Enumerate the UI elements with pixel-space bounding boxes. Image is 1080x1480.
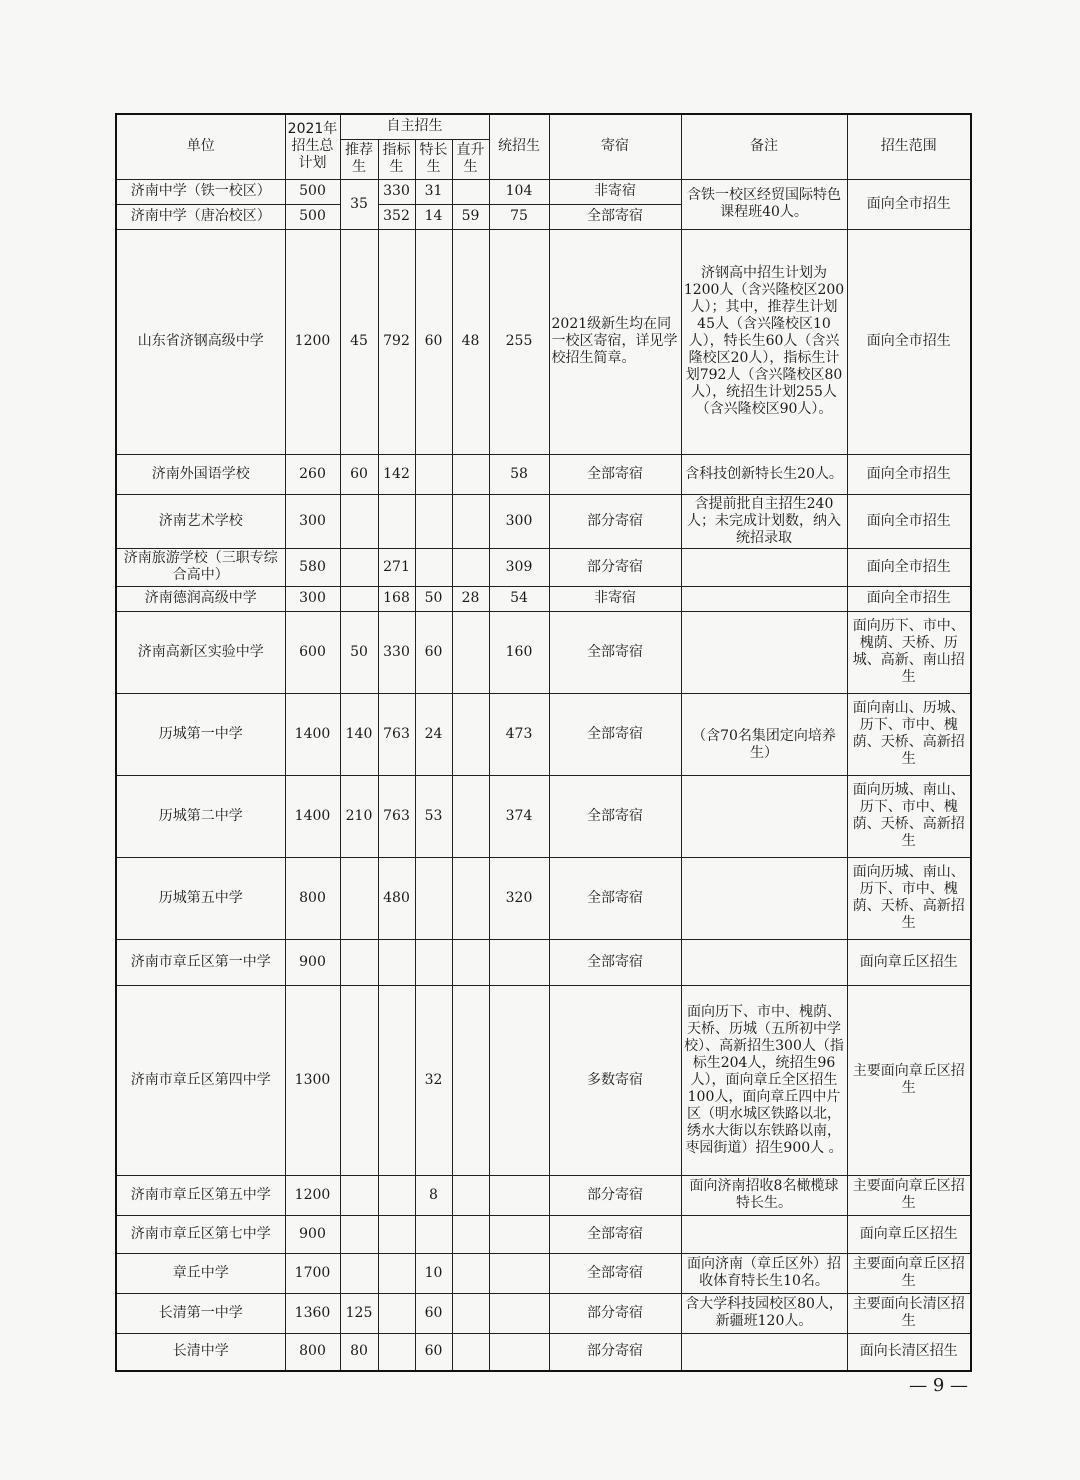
table-row <box>116 693 971 775</box>
cell-quota: 330 <box>378 179 415 204</box>
header-unified: 统招生 <box>489 114 549 179</box>
cell-boarding: 部分寄宿 <box>549 1175 681 1215</box>
cell-quota <box>378 1293 415 1333</box>
cell-quota: 330 <box>378 611 415 693</box>
cell-quota <box>378 939 415 985</box>
cell-total: 580 <box>285 548 340 586</box>
cell-unified: 104 <box>489 179 549 204</box>
cell-unit: 济南旅游学校（三职专综合高中） <box>116 548 285 586</box>
cell-unified: 255 <box>489 229 549 454</box>
cell-recommend: 50 <box>340 611 378 693</box>
cell-direct <box>452 1333 489 1371</box>
cell-quota <box>378 1215 415 1253</box>
cell-boarding: 全部寄宿 <box>549 693 681 775</box>
table-row <box>116 1215 971 1253</box>
cell-unit: 山东省济钢高级中学 <box>116 229 285 454</box>
cell-unified: 58 <box>489 454 549 494</box>
cell-total: 600 <box>285 611 340 693</box>
cell-remarks: 面向济南招收8名橄榄球特长生。 <box>681 1175 847 1215</box>
cell-direct <box>452 1253 489 1293</box>
cell-unit: 济南市章丘区第七中学 <box>116 1215 285 1253</box>
cell-special: 24 <box>415 693 452 775</box>
page-number: — 9 — <box>909 1375 968 1396</box>
cell-unit: 长清中学 <box>116 1333 285 1371</box>
cell-total: 1300 <box>285 985 340 1175</box>
cell-scope: 面向全市招生 <box>847 494 971 548</box>
cell-recommend: 140 <box>340 693 378 775</box>
table-row <box>116 1293 971 1333</box>
cell-recommend <box>340 985 378 1175</box>
cell-special: 53 <box>415 775 452 857</box>
cell-recommend <box>340 939 378 985</box>
cell-scope: 主要面向章丘区招生 <box>847 1175 971 1215</box>
cell-remarks <box>681 1215 847 1253</box>
cell-quota: 142 <box>378 454 415 494</box>
cell-total: 1400 <box>285 775 340 857</box>
cell-recommend <box>340 1253 378 1293</box>
cell-unit: 济南市章丘区第五中学 <box>116 1175 285 1215</box>
cell-special: 10 <box>415 1253 452 1293</box>
cell-direct: 59 <box>452 204 489 229</box>
table-row <box>116 1253 971 1293</box>
cell-boarding: 部分寄宿 <box>549 1293 681 1333</box>
cell-recommend <box>340 494 378 548</box>
cell-direct <box>452 939 489 985</box>
cell-scope: 面向历下、市中、槐荫、天桥、历城、高新、南山招生 <box>847 611 971 693</box>
cell-recommend <box>340 548 378 586</box>
cell-quota: 352 <box>378 204 415 229</box>
cell-direct: 48 <box>452 229 489 454</box>
cell-total: 300 <box>285 586 340 611</box>
header-scope: 招生范围 <box>847 114 971 179</box>
cell-direct: 28 <box>452 586 489 611</box>
cell-total: 260 <box>285 454 340 494</box>
cell-total: 900 <box>285 1215 340 1253</box>
cell-scope: 面向章丘区招生 <box>847 1215 971 1253</box>
cell-scope: 主要面向长清区招生 <box>847 1293 971 1333</box>
cell-unit: 济南高新区实验中学 <box>116 611 285 693</box>
cell-unit: 济南中学（铁一校区） <box>116 179 285 204</box>
cell-unified <box>489 1253 549 1293</box>
cell-quota: 480 <box>378 857 415 939</box>
cell-quota: 763 <box>378 693 415 775</box>
cell-remarks <box>681 939 847 985</box>
cell-unified: 320 <box>489 857 549 939</box>
cell-unified <box>489 1333 549 1371</box>
cell-recommend <box>340 1215 378 1253</box>
cell-direct <box>452 179 489 204</box>
cell-boarding: 非寄宿 <box>549 586 681 611</box>
cell-recommend <box>340 586 378 611</box>
cell-remarks: 含提前批自主招生240人；未完成计划数，纳入统招录取 <box>681 494 847 548</box>
cell-remarks <box>681 548 847 586</box>
cell-remarks <box>681 586 847 611</box>
cell-special: 60 <box>415 1293 452 1333</box>
cell-unified: 473 <box>489 693 549 775</box>
cell-special: 50 <box>415 586 452 611</box>
cell-unified: 54 <box>489 586 549 611</box>
cell-boarding: 全部寄宿 <box>549 939 681 985</box>
table-row <box>116 229 971 454</box>
cell-scope: 主要面向章丘区招生 <box>847 985 971 1175</box>
cell-total: 300 <box>285 494 340 548</box>
cell-special <box>415 548 452 586</box>
table-row <box>116 611 971 693</box>
cell-unified <box>489 1293 549 1333</box>
cell-total: 1700 <box>285 1253 340 1293</box>
cell-unified: 160 <box>489 611 549 693</box>
cell-unified <box>489 939 549 985</box>
cell-boarding: 多数寄宿 <box>549 985 681 1175</box>
cell-unit: 济南德润高级中学 <box>116 586 285 611</box>
table-row <box>116 586 971 611</box>
cell-boarding: 部分寄宿 <box>549 494 681 548</box>
cell-special <box>415 939 452 985</box>
cell-unit: 历城第一中学 <box>116 693 285 775</box>
cell-direct <box>452 775 489 857</box>
cell-scope: 面向历城、南山、历下、市中、槐荫、天桥、高新招生 <box>847 857 971 939</box>
enrollment-table <box>115 113 972 1372</box>
cell-recommend: 35 <box>340 179 378 229</box>
cell-unit: 长清第一中学 <box>116 1293 285 1333</box>
cell-recommend <box>340 857 378 939</box>
cell-remarks: 含铁一校区经贸国际特色课程班40人。 <box>681 179 847 229</box>
cell-boarding: 全部寄宿 <box>549 775 681 857</box>
cell-boarding: 全部寄宿 <box>549 857 681 939</box>
cell-special <box>415 494 452 548</box>
cell-scope: 面向南山、历城、历下、市中、槐荫、天桥、高新招生 <box>847 693 971 775</box>
cell-boarding: 全部寄宿 <box>549 454 681 494</box>
cell-scope: 面向章丘区招生 <box>847 939 971 985</box>
cell-boarding: 全部寄宿 <box>549 1253 681 1293</box>
cell-quota <box>378 1253 415 1293</box>
cell-remarks <box>681 857 847 939</box>
cell-recommend <box>340 1175 378 1215</box>
cell-unified: 374 <box>489 775 549 857</box>
cell-boarding: 非寄宿 <box>549 179 681 204</box>
cell-unit: 历城第二中学 <box>116 775 285 857</box>
cell-unit: 济南中学（唐冶校区） <box>116 204 285 229</box>
cell-total: 1360 <box>285 1293 340 1333</box>
table-row <box>116 179 971 204</box>
cell-special: 32 <box>415 985 452 1175</box>
cell-remarks: 含科技创新特长生20人。 <box>681 454 847 494</box>
cell-boarding: 全部寄宿 <box>549 1215 681 1253</box>
cell-quota: 792 <box>378 229 415 454</box>
cell-scope: 面向全市招生 <box>847 586 971 611</box>
cell-boarding: 2021级新生均在同一校区寄宿，详见学校招生简章。 <box>549 229 681 454</box>
cell-remarks: 含大学科技园校区80人，新疆班120人。 <box>681 1293 847 1333</box>
cell-unit: 济南市章丘区第一中学 <box>116 939 285 985</box>
header-recommend: 推荐生 <box>340 139 378 179</box>
cell-scope: 面向历城、南山、历下、市中、槐荫、天桥、高新招生 <box>847 775 971 857</box>
cell-special <box>415 454 452 494</box>
header-remarks: 备注 <box>681 114 847 179</box>
cell-remarks: 面向济南（章丘区外）招收体育特长生10名。 <box>681 1253 847 1293</box>
table-row <box>116 985 971 1175</box>
cell-remarks: 济钢高中招生计划为1200人（含兴隆校区200人）；其中，推荐生计划45人（含兴隆校区10人），特长生60人（含兴隆校区20人），指标生计划792人（含兴隆校区80人），统招生计划255人（含兴隆校区90人）。 <box>681 229 847 454</box>
cell-direct <box>452 1175 489 1215</box>
cell-scope: 面向全市招生 <box>847 454 971 494</box>
cell-boarding: 部分寄宿 <box>549 548 681 586</box>
cell-remarks: （含70名集团定向培养生） <box>681 693 847 775</box>
cell-total: 1200 <box>285 1175 340 1215</box>
cell-special <box>415 857 452 939</box>
cell-recommend: 210 <box>340 775 378 857</box>
cell-remarks <box>681 611 847 693</box>
table-row <box>116 857 971 939</box>
cell-scope: 面向全市招生 <box>847 229 971 454</box>
cell-scope: 面向全市招生 <box>847 548 971 586</box>
cell-direct <box>452 1293 489 1333</box>
cell-direct <box>452 693 489 775</box>
cell-scope: 面向全市招生 <box>847 179 971 229</box>
cell-unified <box>489 1175 549 1215</box>
cell-direct <box>452 548 489 586</box>
cell-quota: 271 <box>378 548 415 586</box>
cell-recommend: 80 <box>340 1333 378 1371</box>
cell-direct <box>452 985 489 1175</box>
cell-total: 1400 <box>285 693 340 775</box>
header-total-plan: 2021年招生总计划 <box>285 114 340 179</box>
header-boarding: 寄宿 <box>549 114 681 179</box>
table-row <box>116 1175 971 1215</box>
cell-boarding: 全部寄宿 <box>549 611 681 693</box>
cell-recommend: 60 <box>340 454 378 494</box>
cell-quota <box>378 985 415 1175</box>
cell-scope: 主要面向章丘区招生 <box>847 1253 971 1293</box>
cell-unified: 309 <box>489 548 549 586</box>
cell-remarks <box>681 1333 847 1371</box>
cell-unit: 历城第五中学 <box>116 857 285 939</box>
cell-special: 60 <box>415 229 452 454</box>
cell-special: 60 <box>415 1333 452 1371</box>
cell-special: 60 <box>415 611 452 693</box>
cell-remarks <box>681 775 847 857</box>
cell-remarks: 面向历下、市中、槐荫、天桥、历城（五所初中学校）、高新招生300人（指标生204人，统招生96人），面向章丘全区招生100人，面向章丘四中片区（明水城区铁路以北，绣水大街以东铁路以南，枣园街道）招生900人 。 <box>681 985 847 1175</box>
table-row <box>116 548 971 586</box>
header-autonomous: 自主招生 <box>340 114 489 139</box>
cell-boarding: 全部寄宿 <box>549 204 681 229</box>
header-direct: 直升生 <box>452 139 489 179</box>
cell-total: 800 <box>285 1333 340 1371</box>
table-row <box>116 775 971 857</box>
cell-total: 1200 <box>285 229 340 454</box>
table-row <box>116 939 971 985</box>
cell-unified <box>489 985 549 1175</box>
cell-unified: 300 <box>489 494 549 548</box>
cell-special: 31 <box>415 179 452 204</box>
cell-unified <box>489 1215 549 1253</box>
cell-recommend: 125 <box>340 1293 378 1333</box>
cell-direct <box>452 611 489 693</box>
cell-special: 14 <box>415 204 452 229</box>
cell-unit: 济南市章丘区第四中学 <box>116 985 285 1175</box>
cell-unit: 章丘中学 <box>116 1253 285 1293</box>
cell-recommend: 45 <box>340 229 378 454</box>
table-row <box>116 1333 971 1371</box>
cell-quota <box>378 1175 415 1215</box>
cell-total: 800 <box>285 857 340 939</box>
cell-unit: 济南外国语学校 <box>116 454 285 494</box>
table-row <box>116 454 971 494</box>
cell-quota: 763 <box>378 775 415 857</box>
cell-total: 500 <box>285 204 340 229</box>
cell-unit: 济南艺术学校 <box>116 494 285 548</box>
cell-direct <box>452 1215 489 1253</box>
cell-quota: 168 <box>378 586 415 611</box>
header-special: 特长生 <box>415 139 452 179</box>
cell-special: 8 <box>415 1175 452 1215</box>
cell-quota <box>378 1333 415 1371</box>
cell-total: 500 <box>285 179 340 204</box>
cell-direct <box>452 494 489 548</box>
cell-quota <box>378 494 415 548</box>
cell-boarding: 部分寄宿 <box>549 1333 681 1371</box>
cell-scope: 面向长清区招生 <box>847 1333 971 1371</box>
cell-direct <box>452 454 489 494</box>
cell-unified: 75 <box>489 204 549 229</box>
cell-total: 900 <box>285 939 340 985</box>
header-unit: 单位 <box>116 114 285 179</box>
cell-direct <box>452 857 489 939</box>
header-quota: 指标生 <box>378 139 415 179</box>
cell-special <box>415 1215 452 1253</box>
table-row <box>116 494 971 548</box>
